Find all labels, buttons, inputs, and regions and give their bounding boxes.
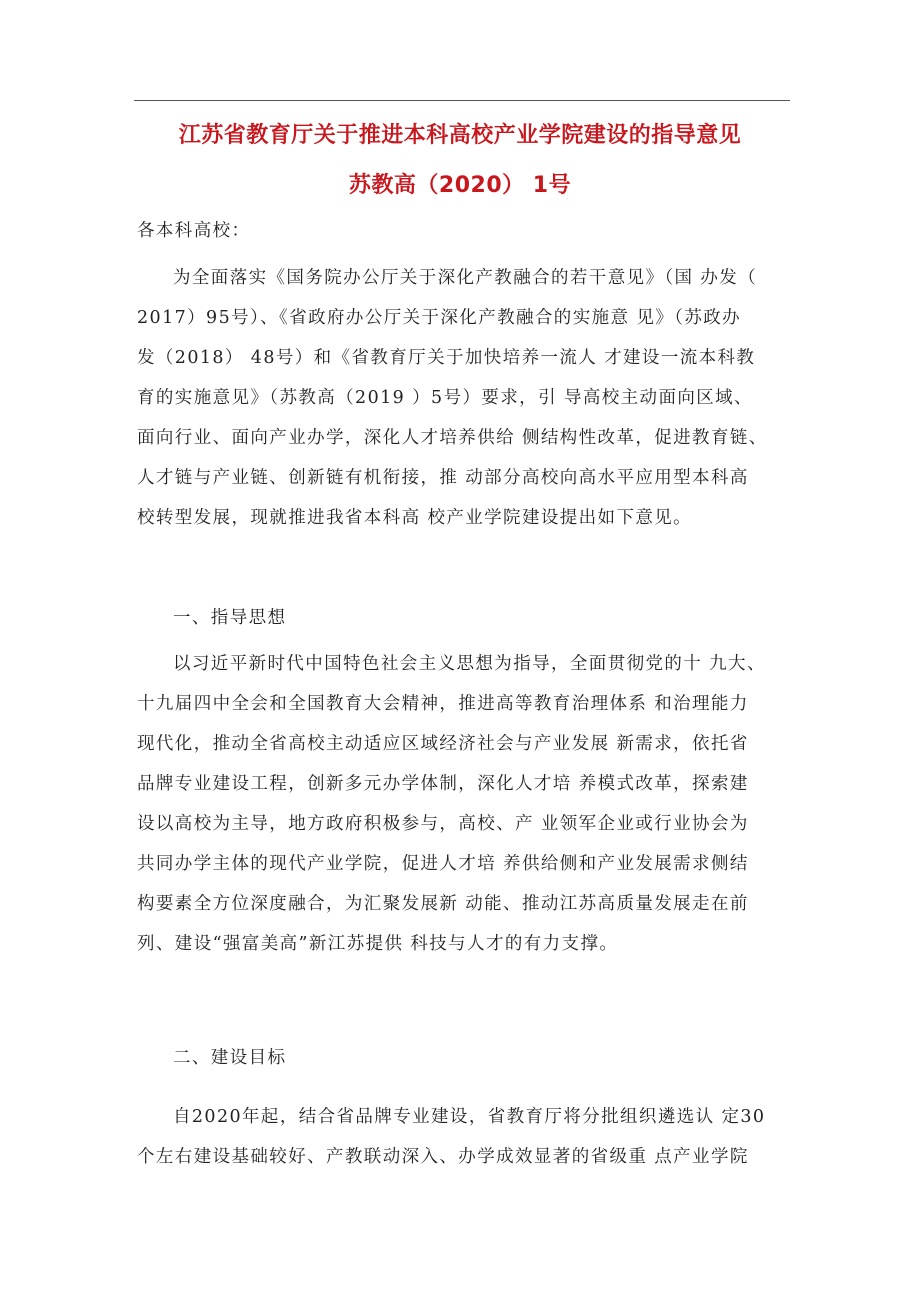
paragraph-line: 十九届四中全会和全国教育大会精神，推进高等教育治理体系 和治理能力 <box>137 694 749 714</box>
paragraph-line: 列、建设“强富美高”新江苏提供 科技与人才的有力支撑。 <box>137 934 619 954</box>
section2-heading <box>137 1038 797 1078</box>
document-title: 江苏省教育厅关于推进本科高校产业学院建设的指导意见 <box>178 123 742 148</box>
document-number: 苏教高（2020） 1号 <box>348 173 572 198</box>
header-rule <box>134 100 790 101</box>
paragraph-line: 发（2018） 48号）和《省教育厅关于加快培养一流人 才建设一流本科教 <box>137 348 756 368</box>
section2-paragraph <box>137 1097 797 1177</box>
section-heading-text: 一、指导思想 <box>173 608 287 628</box>
paragraph-line: 以习近平新时代中国特色社会主义思想为指导，全面贯彻党的十 九大、 <box>173 654 766 674</box>
section1-heading <box>137 598 797 638</box>
paragraph-line: 现代化，推动全省高校主动适应区域经济社会与产业发展 新需求，依托省 <box>137 734 749 754</box>
intro-paragraph <box>137 258 797 538</box>
paragraph-line: 构要素全方位深度融合，为汇聚发展新 动能、推动江苏高质量发展走在前 <box>137 894 749 914</box>
paragraph-line: 育的实施意见》（苏教高（2019 ）5号）要求，引 导高校主动面向区域、 <box>137 388 753 408</box>
section1-paragraph <box>137 644 797 964</box>
paragraph-line: 共同办学主体的现代产业学院，促进人才培 养供给侧和产业发展需求侧结 <box>137 854 749 874</box>
paragraph-line: 校转型发展，现就推进我省本科高 校产业学院建设提出如下意见。 <box>137 508 693 528</box>
section-heading-text: 二、建设目标 <box>173 1048 287 1068</box>
salutation <box>137 211 797 251</box>
paragraph-line: 2017）95号）、《省政府办公厅关于深化产教融合的实施意 见》（苏政办 <box>137 308 742 328</box>
paragraph-line: 自2020年起，结合省品牌专业建设，省教育厅将分批组织遴选认 定30 <box>173 1107 766 1127</box>
paragraph-line: 设以高校为主导，地方政府积极参与，高校、产 业领军企业或行业协会为 <box>137 814 749 834</box>
paragraph-line: 面向行业、面向产业办学，深化人才培养供给 侧结构性改革，促进教育链、 <box>137 428 768 448</box>
paragraph-line: 为全面落实《国务院办公厅关于深化产教融合的若干意见》（国 办发（ <box>173 268 758 288</box>
paragraph-line: 人才链与产业链、创新链有机衔接，推 动部分高校向高水平应用型本科高 <box>137 468 749 488</box>
salutation-text: 各本科高校： <box>137 221 251 241</box>
paragraph-line: 个左右建设基础较好、产教联动深入、办学成效显著的省级重 点产业学院 <box>137 1147 749 1167</box>
paragraph-line: 品牌专业建设工程，创新多元办学体制，深化人才培 养模式改革，探索建 <box>137 774 749 794</box>
